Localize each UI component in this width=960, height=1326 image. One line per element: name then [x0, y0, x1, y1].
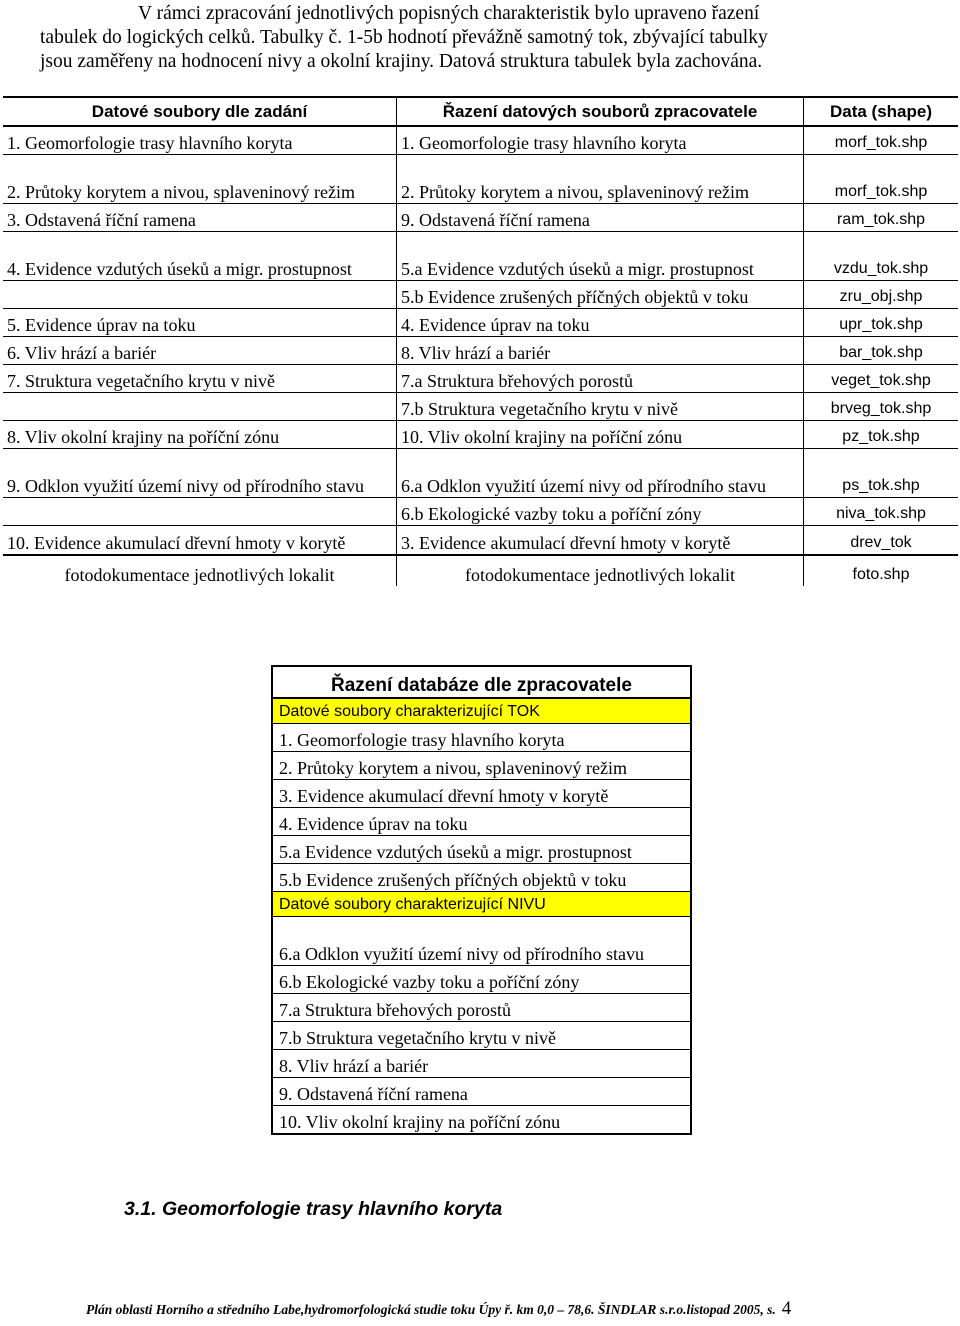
cell-processor: 6.b Ekologické vazby toku a poříční zóny: [397, 498, 804, 526]
table-header-row: [3, 97, 958, 126]
cell-assigned: 7. Struktura vegetačního krytu v nivě: [3, 365, 397, 393]
list-item: 3. Evidence akumulací dřevní hmoty v korytě: [272, 780, 691, 808]
table-row: [3, 526, 958, 556]
footer-text: Plán oblasti Horního a středního Labe,hydromorfologická studie toku Úpy ř. km 0,0 – 78,6. ŠINDLAR s.r.o.listopad 2005, s.: [86, 1302, 776, 1317]
header-assigned-files: Datové soubory dle zadání: [3, 97, 397, 126]
table-row: [3, 309, 958, 337]
page-number: 4: [781, 1298, 792, 1319]
table-row: [3, 337, 958, 365]
cell-shape: pz_tok.shp: [804, 421, 959, 449]
list-item: 9. Odstavená říční ramena: [272, 1078, 691, 1106]
cell-assigned: 8. Vliv okolní krajiny na poříční zónu: [3, 421, 397, 449]
cell-shape: morf_tok.shp: [804, 155, 959, 204]
intro-line-2: tabulek do logických celků. Tabulky č. 1-5b hodnotí převážně samotný tok, zbývající tabulky: [40, 27, 768, 48]
intro-line-3: jsou zaměřeny na hodnocení nivy a okolní krajiny. Datová struktura tabulek byla zachována.: [40, 51, 763, 72]
cell-processor: 4. Evidence úprav na toku: [397, 309, 804, 337]
cell-processor: fotodokumentace jednotlivých lokalit: [397, 555, 804, 586]
list-item: 5.b Evidence zrušených příčných objektů v toku: [272, 864, 691, 892]
section-heading: 3.1. Geomorfologie trasy hlavního koryta: [124, 1198, 503, 1220]
cell-processor: 5.a Evidence vzdutých úseků a migr. prostupnost: [397, 232, 804, 281]
page-footer: [86, 1298, 791, 1320]
table-row: [3, 421, 958, 449]
cell-processor: 8. Vliv hrází a bariér: [397, 337, 804, 365]
cell-processor: 7.a Struktura břehových porostů: [397, 365, 804, 393]
cell-processor: 10. Vliv okolní krajiny na poříční zónu: [397, 421, 804, 449]
cell-shape: upr_tok.shp: [804, 309, 959, 337]
cell-shape: bar_tok.shp: [804, 337, 959, 365]
cell-assigned: fotodokumentace jednotlivých lokalit: [3, 555, 397, 586]
list-item: 10. Vliv okolní krajiny na poříční zónu: [272, 1106, 691, 1135]
table-row-photo: [3, 555, 958, 586]
intro-line-1: V rámci zpracování jednotlivých popisných charakteristik bylo upraveno řazení: [138, 3, 760, 24]
table-row: [3, 232, 958, 281]
cell-processor: 6.a Odklon využití území nivy od přírodního stavu: [397, 449, 804, 498]
table-row: [3, 126, 958, 155]
cell-assigned: 3. Odstavená říční ramena: [3, 204, 397, 232]
cell-assigned: 6. Vliv hrází a bariér: [3, 337, 397, 365]
list-item: 2. Průtoky korytem a nivou, splaveninový režim: [272, 752, 691, 780]
cell-shape: veget_tok.shp: [804, 365, 959, 393]
cell-shape: vzdu_tok.shp: [804, 232, 959, 281]
cell-shape: ps_tok.shp: [804, 449, 959, 498]
group-tok-header: Datové soubory charakterizující TOK: [272, 698, 691, 724]
table-row: [3, 393, 958, 421]
table-row: [3, 281, 958, 309]
cell-shape: foto.shp: [852, 566, 910, 583]
cell-assigned: 4. Evidence vzdutých úseků a migr. prostupnost: [3, 232, 397, 281]
cell-shape: morf_tok.shp: [804, 126, 959, 155]
list-item: 6.a Odklon využití území nivy od přírodního stavu: [272, 917, 691, 966]
cell-shape: zru_obj.shp: [804, 281, 959, 309]
list-item: 7.b Struktura vegetačního krytu v nivě: [272, 1022, 691, 1050]
cell-assigned: 2. Průtoky korytem a nivou, splaveninový režim: [3, 155, 397, 204]
cell-assigned: 9. Odklon využití území nivy od přírodního stavu: [3, 449, 397, 498]
cell-processor: 5.b Evidence zrušených příčných objektů v toku: [397, 281, 804, 309]
list-item: 7.a Struktura břehových porostů: [272, 994, 691, 1022]
table-row: [3, 365, 958, 393]
list-item: 1. Geomorfologie trasy hlavního koryta: [272, 724, 691, 752]
cell-processor: 3. Evidence akumulací dřevní hmoty v korytě: [397, 526, 804, 556]
db-table-title: Řazení databáze dle zpracovatele: [272, 666, 691, 698]
header-processor-order: Řazení datových souborů zpracovatele: [397, 97, 804, 126]
list-item: 5.a Evidence vzdutých úseků a migr. prostupnost: [272, 836, 691, 864]
cell-processor: 1. Geomorfologie trasy hlavního koryta: [397, 126, 804, 155]
cell-assigned: 1. Geomorfologie trasy hlavního koryta: [3, 126, 397, 155]
cell-shape: ram_tok.shp: [804, 204, 959, 232]
list-item: 6.b Ekologické vazby toku a poříční zóny: [272, 966, 691, 994]
table-row: [3, 204, 958, 232]
list-item: 4. Evidence úprav na toku: [272, 808, 691, 836]
data-mapping-table: [3, 96, 958, 586]
cell-assigned: [3, 498, 397, 526]
cell-assigned: [3, 393, 397, 421]
cell-processor: 2. Průtoky korytem a nivou, splaveninový režim: [397, 155, 804, 204]
cell-assigned: [3, 281, 397, 309]
cell-assigned: 5. Evidence úprav na toku: [3, 309, 397, 337]
cell-shape: drev_tok: [804, 526, 959, 556]
intro-paragraph: [40, 2, 902, 74]
table-row: [3, 498, 958, 526]
cell-shape: brveg_tok.shp: [804, 393, 959, 421]
table-row: [3, 155, 958, 204]
cell-shape: niva_tok.shp: [804, 498, 959, 526]
cell-processor: 7.b Struktura vegetačního krytu v nivě: [397, 393, 804, 421]
cell-assigned: 10. Evidence akumulací dřevní hmoty v korytě: [3, 526, 397, 556]
cell-processor: 9. Odstavená říční ramena: [397, 204, 804, 232]
group-niva-header: Datové soubory charakterizující NIVU: [272, 892, 691, 917]
database-order-table: [271, 665, 692, 1135]
list-item: 8. Vliv hrází a bariér: [272, 1050, 691, 1078]
table-row: [3, 449, 958, 498]
header-data-shape: Data (shape): [804, 97, 959, 126]
